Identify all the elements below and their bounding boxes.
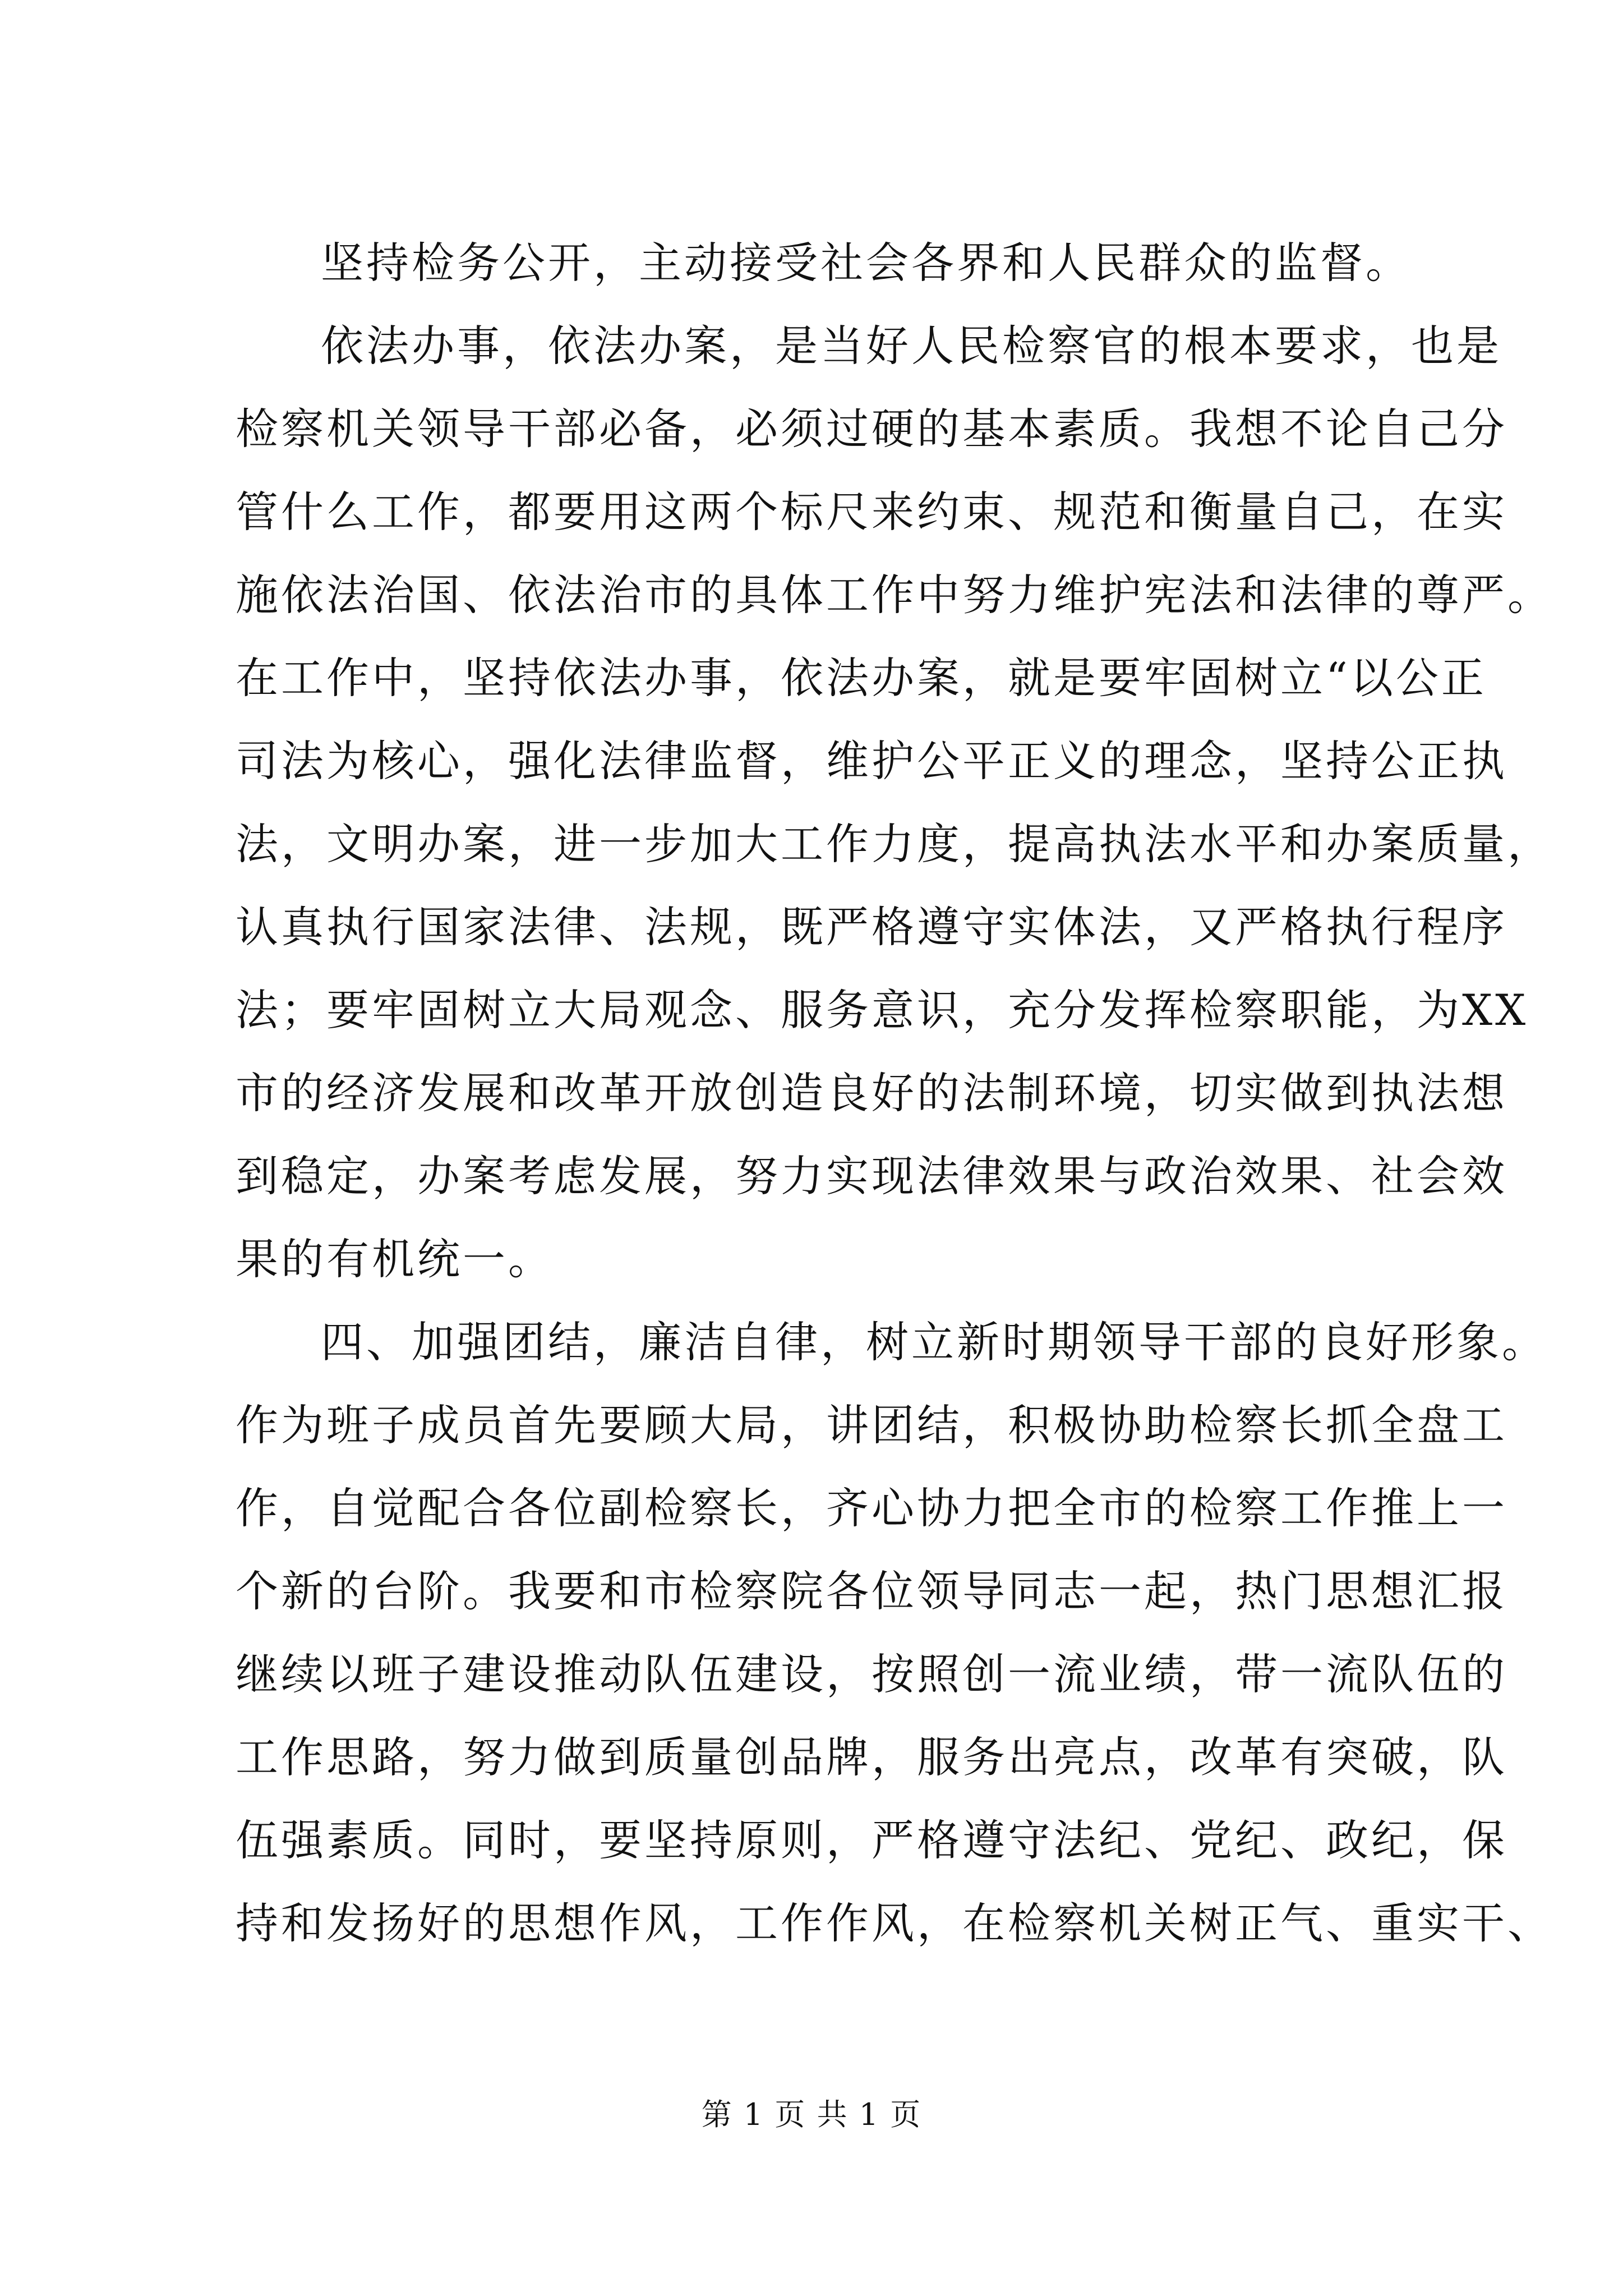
page-footer: 第 1 页 共 1 页 xyxy=(701,2097,922,2132)
text-line: 司法为核心，强化法律监督，维护公平正义的理念，坚持公正执 xyxy=(236,736,1507,786)
text-line: 认真执行国家法律、法规，既严格遵守实体法，又严格执行程序 xyxy=(236,902,1507,952)
text-line: 工作思路，努力做到质量创品牌，服务出亮点，改革有突破，队 xyxy=(236,1732,1507,1782)
text-line: 法，文明办案，进一步加大工作力度，提高执法水平和办案质量， xyxy=(236,819,1553,869)
text-line: 在工作中，坚持依法办事，依法办案，就是要牢固树立“以公正 xyxy=(236,653,1487,703)
text-line: 继续以班子建设推动队伍建设，按照创一流业绩，带一流队伍的 xyxy=(236,1649,1507,1699)
text-line: 法；要牢固树立大局观念、服务意识，充分发挥检察职能，为XX xyxy=(236,985,1529,1035)
text-line: 伍强素质。同时，要坚持原则，严格遵守法纪、党纪、政纪，保 xyxy=(236,1815,1507,1865)
text-line: 施依法治国、依法治市的具体工作中努力维护宪法和法律的尊严。 xyxy=(236,570,1553,620)
text-line: 持和发扬好的思想作风，工作作风，在检察机关树正气、重实干、 xyxy=(236,1898,1553,1948)
text-line: 依法办事，依法办案，是当好人民检察官的根本要求，也是 xyxy=(321,321,1502,371)
text-line: 作为班子成员首先要顾大局，讲团结，积极协助检察长抓全盘工 xyxy=(236,1400,1507,1450)
text-line: 坚持检务公开，主动接受社会各界和人民群众的监督。 xyxy=(321,238,1411,288)
text-line: 管什么工作，都要用这两个标尺来约束、规范和衡量自己，在实 xyxy=(236,487,1507,537)
text-line: 检察机关领导干部必备，必须过硬的基本素质。我想不论自己分 xyxy=(236,404,1507,454)
text-line: 到稳定，办案考虑发展，努力实现法律效果与政治效果、社会效 xyxy=(236,1151,1507,1201)
text-line: 市的经济发展和改革开放创造良好的法制环境，切实做到执法想 xyxy=(236,1068,1507,1118)
document-body xyxy=(236,222,1553,1965)
text-line: 个新的台阶。我要和市检察院各位领导同志一起，热门思想汇报 xyxy=(236,1566,1507,1616)
text-line: 四、加强团结，廉洁自律，树立新时期领导干部的良好形象。 xyxy=(321,1317,1547,1367)
text-line: 果的有机统一。 xyxy=(236,1234,554,1284)
text-line: 作，自觉配合各位副检察长，齐心协力把全市的检察工作推上一 xyxy=(236,1483,1507,1533)
